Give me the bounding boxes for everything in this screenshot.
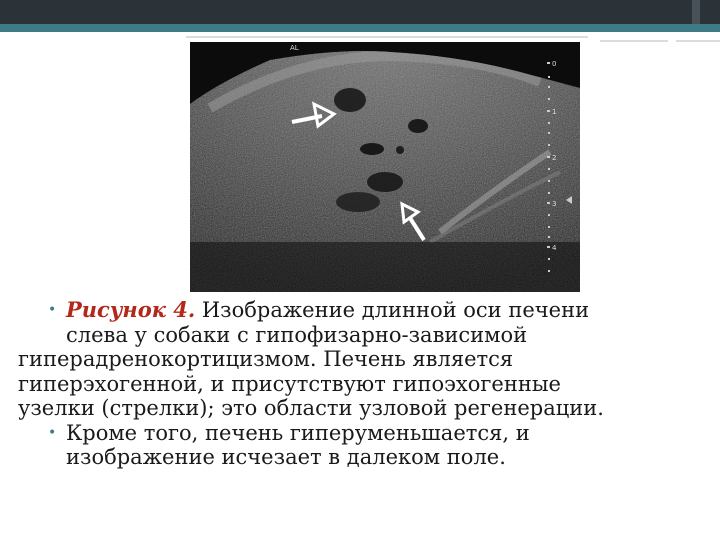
nodule — [396, 146, 404, 154]
caption-line: гиперадренокортицизмом. Печень является — [18, 347, 514, 371]
caption-line: гиперэхогенной, и присутствуют гипоэхогенные — [18, 371, 561, 396]
depth-tick-label: 2 — [552, 154, 557, 162]
caption-text: Изображение длинной оси печени — [195, 298, 590, 322]
nodule — [336, 192, 380, 212]
header-accent — [692, 0, 700, 24]
nodule — [334, 88, 366, 112]
image-corner-label: AL — [290, 44, 299, 52]
header-stripe — [0, 24, 720, 32]
note-line: изображение исчезает в далеком поле. — [66, 445, 506, 469]
nodule — [408, 119, 428, 133]
caption-line — [66, 298, 708, 323]
nodule — [367, 172, 403, 192]
bullet-icon: • — [48, 302, 57, 318]
header-bar — [0, 0, 720, 24]
note-line: Кроме того, печень гиперуменьшается, и — [66, 420, 530, 445]
figure-description — [18, 298, 708, 421]
figure-label: Рисунок 4. — [66, 297, 196, 322]
caption-line: узелки (стрелки); это области узловой регенерации. — [18, 396, 604, 420]
additional-note — [18, 421, 708, 470]
depth-tick-label: 4 — [552, 244, 557, 252]
bullet-icon: • — [48, 424, 57, 441]
depth-tick-label: 0 — [552, 60, 557, 68]
liver-parenchyma — [190, 42, 580, 292]
nodule — [360, 143, 384, 155]
caption-line: слева у собаки с гипофизарно-зависимой — [66, 322, 528, 347]
divider-line — [186, 36, 588, 38]
depth-tick-label: 3 — [552, 200, 557, 208]
figure-caption — [18, 298, 708, 470]
divider-line — [676, 40, 720, 42]
ultrasound-image — [190, 42, 580, 292]
depth-tick-label: 1 — [552, 108, 557, 116]
divider-line — [600, 40, 668, 42]
